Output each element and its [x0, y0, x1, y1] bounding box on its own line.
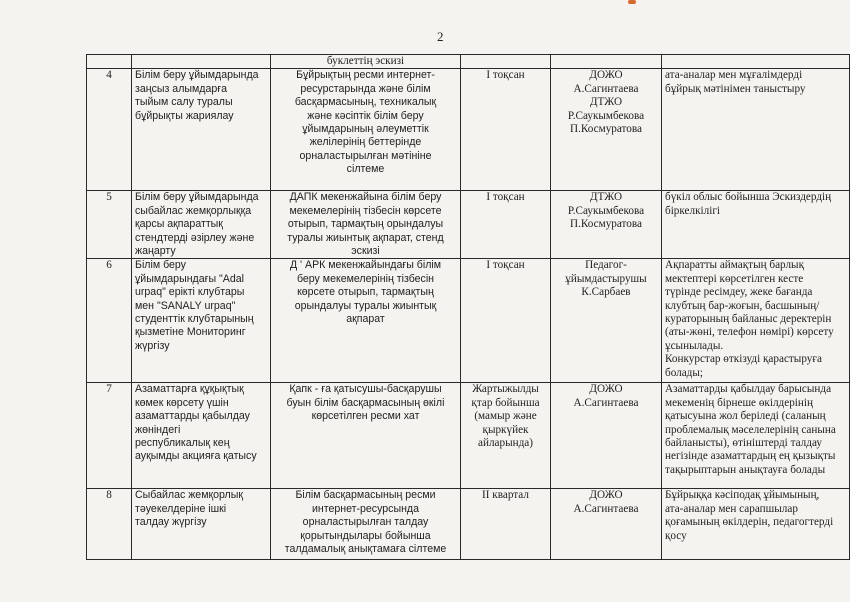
cell-line: жөніндегі: [135, 423, 181, 436]
note-cell: [662, 383, 850, 489]
responsible-cell: [551, 383, 662, 489]
cell-line: П.Космуратова: [570, 218, 642, 231]
cell-line: байланысты), өтініштерді талдау: [665, 437, 822, 450]
cell-line: А.Сагинтаева: [573, 82, 639, 95]
cell-line: І тоқсан: [486, 259, 525, 272]
cell-line: ата-аналар мен сарапшылар: [665, 502, 798, 515]
cell-line: айларында): [478, 437, 533, 450]
cell-line: Азаматтарды қабылдау барысында: [665, 383, 832, 396]
cell-line: біркелкілігі: [665, 204, 721, 217]
cell-line: түрінде ресімдеу, жеке бағанда: [665, 286, 813, 299]
activity-cell: [132, 69, 271, 191]
page-number: 2: [437, 29, 444, 44]
cell-line: мекемелерінің тізбесін көрсете: [289, 204, 442, 217]
cell-line: талдау жүргізу: [135, 516, 207, 529]
cell-line: эскизі: [351, 245, 380, 258]
cell-line: интернет-ресурсында: [311, 502, 420, 515]
responsible-cell: [551, 489, 662, 560]
cell-line: желілерінің беттерінде: [309, 136, 422, 149]
note-cell: [662, 69, 850, 191]
row-number-cell: 4: [87, 69, 132, 191]
cell-line: көрсетілген ресми хат: [311, 410, 420, 423]
cell-line: ұйымдарындағы "Adal: [135, 272, 244, 285]
cell-line: ДОЖО: [589, 69, 623, 82]
cell-line: ұйымдарының әлеуметтік: [302, 123, 429, 136]
cell-line: бүкіл облыс бойынша Эскиздердің: [665, 191, 832, 204]
cell-line: беру мекемелерінің тізбесін: [296, 272, 435, 285]
plan-table: [86, 54, 850, 560]
cell-line: жүргізу: [135, 339, 170, 352]
cell-line: (мамыр және: [474, 410, 537, 423]
cell-line: ақпарат: [346, 313, 385, 326]
cell-line: ДАПК мекенжайына білім беру: [289, 191, 442, 204]
cell-line: бұйрық мәтінімен таныстыру: [665, 82, 806, 95]
table-row: [87, 69, 850, 191]
completion-form-cell: [271, 259, 461, 383]
cell-line: ауқымды акцияға қатысу: [135, 450, 257, 463]
cell-line: А.Сагинтаева: [573, 396, 639, 409]
cell-line: және кәсіптік білім беру: [307, 109, 424, 122]
cell-line: А.Сагинтаева: [573, 502, 639, 515]
row-number-cell: 6: [87, 259, 132, 383]
completion-form-cell: [271, 489, 461, 560]
cell-line: Білім беру ұйымдарында: [135, 69, 259, 82]
deadline-cell: [461, 191, 551, 259]
cell-line: қыркүйек: [482, 423, 529, 436]
table-row: [87, 191, 850, 259]
cell-line: қарсы ақпараттық: [135, 218, 223, 231]
cell-line: басқармасының, техникалық: [294, 96, 437, 109]
cell-line: сыбайлас жемқорлыққа: [135, 204, 252, 217]
cell-line: талдамалық анықтамаға сілтеме: [284, 543, 447, 556]
row-number-cell: 7: [87, 383, 132, 489]
cell-line: ұйымдастырушы: [565, 272, 647, 285]
cell-line: республикалық кең: [135, 437, 230, 450]
deadline-cell: [461, 69, 551, 191]
cell-line: стендтерді әзірлеу және: [135, 231, 255, 244]
row-number-cell: 8: [87, 489, 132, 560]
cell-line: жаңарту: [135, 245, 176, 258]
cell-line: қосу: [665, 529, 687, 542]
cell-line: Сыбайлас жемқорлық: [135, 489, 243, 502]
deadline-cell: [461, 383, 551, 489]
cell-line: орналастырылған талдау: [302, 516, 429, 529]
table-row: [87, 383, 850, 489]
completion-form-cell: [271, 69, 461, 191]
cell-line: Жартыжылды: [472, 383, 539, 396]
cell-line: қтар бойынша: [471, 396, 540, 409]
cell-line: Бұйрықтың ресми интернет-: [296, 69, 435, 82]
cell-line: Р.Саукымбекова: [567, 109, 645, 122]
cell-line: негізінде азаматтардың ең қызықты: [665, 450, 836, 463]
cell-line: (аты-жөні, телефон нөмірі) көрсету: [665, 326, 834, 339]
cell-line: Қапк - ға қатысушы-басқарушы: [289, 383, 442, 396]
cell-line: ұсынылады.: [665, 339, 724, 352]
row-number-cell: 5: [87, 191, 132, 259]
cell-line: Бұйрыққа кәсіподақ ұйымының,: [665, 489, 820, 502]
cell-line: Ақпаратты аймақтың барлық: [665, 259, 805, 272]
cell-line: орналастырылған мәтініне: [299, 149, 432, 162]
responsible-cell: [551, 191, 662, 259]
cell-line: студенттік клубтарының: [135, 313, 254, 326]
cell-line: туралы жиынтық ақпарат, стенд: [287, 231, 444, 244]
cell-line: тәуекелдеріне ішкі: [135, 502, 227, 515]
cell-line: Д ' АРК мекенжайындағы білім: [289, 259, 442, 272]
cell-line: қоғамының өкілдерін, педагогтерді: [665, 516, 834, 529]
cell-line: Білім басқармасының ресми: [295, 489, 436, 502]
cell-line: клубтың бар-жоғын, басшының/: [665, 299, 820, 312]
orange-scan-mark: [628, 0, 636, 4]
cell-line: болады;: [665, 366, 704, 379]
cell-line: орындалуы туралы жиынтық: [294, 299, 437, 312]
cell-line: көмек көрсету үшін: [135, 396, 229, 409]
cell-line: ДОЖО: [589, 383, 623, 396]
cell-line: Р.Саукымбекова: [567, 204, 645, 217]
cell-line: азаматтарды қабылдау: [135, 410, 250, 423]
cell-line: қатысуына жол беріледі (саланың: [665, 410, 826, 423]
table-row: [87, 489, 850, 560]
activity-cell: [132, 259, 271, 383]
cell-line: К.Сарбаев: [581, 286, 631, 299]
cell-line: І тоқсан: [486, 191, 525, 204]
responsible-cell: [551, 69, 662, 191]
activity-cell: [132, 383, 271, 489]
note-cell: [662, 191, 850, 259]
note-cell: [662, 259, 850, 383]
completion-form-cell: [271, 191, 461, 259]
note-cell: [662, 489, 850, 560]
deadline-cell: [461, 259, 551, 383]
cell-line: кураторының байланыс деректерін: [665, 313, 832, 326]
cell-line: көрсете отырып, тармақтың: [297, 286, 434, 299]
cell-line: ДТЖО: [589, 191, 623, 204]
cell-line: мен "SANALY urpaq": [135, 299, 236, 312]
cell-line: сілтеме: [346, 163, 385, 176]
cell-line: ата-аналар мен мұғалімдерді: [665, 69, 803, 82]
deadline-cell: [461, 489, 551, 560]
cell-line: тақырыптарын анықтауға болады: [665, 463, 826, 476]
cell-line: Білім беру ұйымдарында: [135, 191, 259, 204]
cell-line: urpaq" ерікті клубтары: [135, 286, 245, 299]
cell-line: мектептері көрсетілген кесте: [665, 272, 804, 285]
activity-cell: [132, 489, 271, 560]
cell-line: ІІ квартал: [482, 489, 529, 502]
cell-line: тыйым салу туралы: [135, 96, 233, 109]
activity-cell: [132, 191, 271, 259]
cell-line: қызметіне Мониторинг: [135, 326, 246, 339]
cell-line: бұйрықты жариялау: [135, 109, 234, 122]
cell-line: проблемалық мәселелерінің санына: [665, 423, 836, 436]
cell-line: ДОЖО: [589, 489, 623, 502]
cell-line: Азаматтарға құқықтық: [135, 383, 244, 396]
cell-line: І тоқсан: [486, 69, 525, 82]
responsible-cell: [551, 259, 662, 383]
continuation-row: [87, 55, 850, 69]
plan-table-body: [87, 55, 850, 560]
cell-line: мекеменің бірнеше өкілдерінің: [665, 396, 813, 409]
cell-line: заңсыз алымдарға: [135, 82, 228, 95]
cell-line: Білім беру: [135, 259, 186, 272]
cell-line: ресурстарында және білім: [300, 82, 431, 95]
cell-line: ДТЖО: [589, 96, 623, 109]
cell-line: П.Космуратова: [570, 123, 642, 136]
continuation-cell: буклеттің эскизі: [271, 55, 461, 69]
table-row: [87, 259, 850, 383]
cell-line: Педагог-: [585, 259, 627, 272]
cell-line: буын білім басқармасының өкілі: [286, 396, 445, 409]
cell-line: отырып, тармақтың орындалуы: [287, 218, 444, 231]
cell-line: қорытындылары бойынша: [300, 529, 431, 542]
cell-line: Конкурстар өткізуді қарастыруға: [665, 353, 822, 366]
completion-form-cell: [271, 383, 461, 489]
